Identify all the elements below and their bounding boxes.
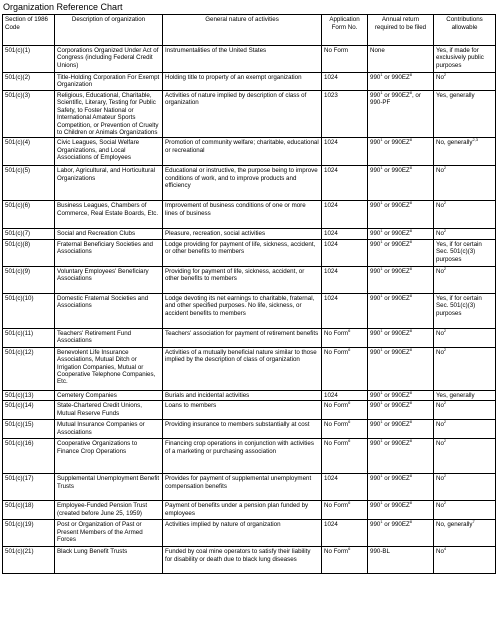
cell-nature: Providing for payment of life, sickness, accident, or other benefits to members: [163, 266, 322, 293]
table-header-row: [3, 15, 496, 46]
cell-form: 1024: [322, 293, 368, 328]
cell-form: 1024: [322, 201, 368, 229]
cell-return: $990^1$ or $990EZ^8$: [368, 293, 434, 328]
cell-form: 1024: [322, 73, 368, 91]
cell-contributions: No$^4$: [434, 547, 496, 574]
reference-table: [2, 14, 496, 574]
header-description: Description of organization: [55, 15, 163, 46]
cell-section: 501(c)(15): [3, 420, 55, 439]
cell-return: $990^1$ or $990EZ^8$: [368, 201, 434, 229]
table-row: [3, 520, 496, 547]
cell-section: 501(c)(19): [3, 520, 55, 547]
cell-contributions: Yes, generally: [434, 91, 496, 138]
cell-description: State-Chartered Credit Unions, Mutual Reserve Funds: [55, 401, 163, 420]
cell-section: 501(c)(6): [3, 201, 55, 229]
cell-section: 501(c)(16): [3, 439, 55, 474]
cell-form: 1024: [322, 166, 368, 201]
cell-nature: Financing crop operations in conjunction with activities of a marketing or purchasing association: [163, 439, 322, 474]
table-row: [3, 201, 496, 229]
cell-return: $990^1$ or $990EZ^8$: [368, 474, 434, 501]
cell-contributions: No$^2$: [434, 439, 496, 474]
table-row: [3, 420, 496, 439]
table-row: [3, 91, 496, 138]
cell-description: Title-Holding Corporation For Exempt Organization: [55, 73, 163, 91]
table-row: [3, 266, 496, 293]
cell-section: 501(c)(17): [3, 474, 55, 501]
cell-form: 1024: [322, 229, 368, 239]
cell-section: 501(c)(11): [3, 328, 55, 347]
cell-nature: Payment of benefits under a pension plan funded by employees: [163, 501, 322, 520]
cell-contributions: No$^2$: [434, 229, 496, 239]
cell-form: No Form: [322, 46, 368, 73]
cell-contributions: No$^2$: [434, 328, 496, 347]
cell-description: Mutual Insurance Companies or Associations: [55, 420, 163, 439]
cell-section: 501(c)(4): [3, 138, 55, 166]
cell-description: Corporations Organized Under Act of Congress (including Federal Credit Unions): [55, 46, 163, 73]
cell-form: No Form$^6$: [322, 501, 368, 520]
cell-return: $990^1$ or $990EZ^8$: [368, 420, 434, 439]
header-form: Application Form No.: [322, 15, 368, 46]
cell-form: No Form$^6$: [322, 439, 368, 474]
cell-nature: Activities of nature implied by description of class of organization: [163, 91, 322, 138]
cell-contributions: No$^2$: [434, 420, 496, 439]
cell-form: No Form$^6$: [322, 547, 368, 574]
cell-contributions: No$^2$: [434, 266, 496, 293]
table-body: [3, 46, 496, 574]
cell-contributions: No$^2$: [434, 501, 496, 520]
cell-return: 990-BL: [368, 547, 434, 574]
table-row: [3, 239, 496, 266]
cell-contributions: No$^2$: [434, 166, 496, 201]
cell-return: $990^1$ or $990EZ^8$: [368, 439, 434, 474]
cell-description: Cemetery Companies: [55, 390, 163, 400]
cell-return: $990^1$ or $990EZ^8$: [368, 520, 434, 547]
table-row: [3, 328, 496, 347]
table-row: [3, 46, 496, 73]
cell-nature: Activities of a mutually beneficial nature similar to those implied by the description of class of organization: [163, 347, 322, 390]
cell-return: $990^1$ or $990EZ^8$: [368, 401, 434, 420]
cell-nature: Teachers' association for payment of retirement benefits: [163, 328, 322, 347]
cell-form: No Form$^6$: [322, 347, 368, 390]
cell-contributions: No$^2$: [434, 347, 496, 390]
cell-section: 501(c)(21): [3, 547, 55, 574]
cell-return: $990^1$ or $990EZ^8$: [368, 328, 434, 347]
cell-description: Benevolent Life Insurance Associations, Mutual Ditch or Irrigation Companies, Mutual or Cooperative Telephone Companies, Etc.: [55, 347, 163, 390]
cell-contributions: Yes, generally: [434, 390, 496, 400]
header-return: Annual return required to be filed: [368, 15, 434, 46]
cell-section: 501(c)(9): [3, 266, 55, 293]
cell-contributions: No$^2$: [434, 201, 496, 229]
table-row: [3, 474, 496, 501]
cell-nature: Burials and incidental activities: [163, 390, 322, 400]
cell-description: Civic Leagues, Social Welfare Organizations, and Local Associations of Employees: [55, 138, 163, 166]
cell-description: Post or Organization of Past or Present Members of the Armed Forces: [55, 520, 163, 547]
cell-nature: Lodge providing for payment of life, sickness, accident, or other benefits to members: [163, 239, 322, 266]
cell-form: 1024: [322, 474, 368, 501]
header-contributions: Contributions allowable: [434, 15, 496, 46]
cell-description: Supplemental Unemployment Benefit Trusts: [55, 474, 163, 501]
cell-form: No Form$^6$: [322, 401, 368, 420]
cell-description: Fraternal Beneficiary Societies and Associations: [55, 239, 163, 266]
table-row: [3, 229, 496, 239]
cell-return: $990^1$ or $990EZ^8$: [368, 239, 434, 266]
cell-return: $990^1$ or $990EZ^8$: [368, 390, 434, 400]
cell-description: Labor, Agricultural, and Horticultural Organizations: [55, 166, 163, 201]
cell-form: 1024: [322, 520, 368, 547]
cell-nature: Activities implied by nature of organization: [163, 520, 322, 547]
cell-return: $990^1$ or $990EZ^8$: [368, 166, 434, 201]
cell-section: 501(c)(7): [3, 229, 55, 239]
cell-contributions: No$^2$: [434, 73, 496, 91]
table-row: [3, 347, 496, 390]
cell-nature: Provides for payment of supplemental unemployment compensation benefits: [163, 474, 322, 501]
cell-description: Cooperative Organizations to Finance Crop Operations: [55, 439, 163, 474]
cell-nature: Improvement of business conditions of one or more lines of business: [163, 201, 322, 229]
cell-return: $990^1$ or $990EZ^8$: [368, 501, 434, 520]
table-row: [3, 73, 496, 91]
cell-form: No Form$^6$: [322, 420, 368, 439]
cell-section: 501(c)(8): [3, 239, 55, 266]
cell-nature: Promotion of community welfare; charitable, educational or recreational: [163, 138, 322, 166]
header-nature: General nature of activities: [163, 15, 322, 46]
cell-nature: Educational or instructive, the purpose being to improve conditions of work, and to improve products and efficiency: [163, 166, 322, 201]
cell-return: None: [368, 46, 434, 73]
cell-contributions: Yes, if for certain Sec. 501(c)(3) purposes: [434, 293, 496, 328]
cell-form: 1024: [322, 390, 368, 400]
table-row: [3, 390, 496, 400]
cell-nature: Funded by coal mine operators to satisfy their liability for disability or death due to black lung diseases: [163, 547, 322, 574]
cell-return: $990^1$ or $990EZ^8$: [368, 229, 434, 239]
cell-contributions: No, generally$^7$: [434, 520, 496, 547]
cell-contributions: No, generally$^{2,3}$: [434, 138, 496, 166]
table-row: [3, 166, 496, 201]
cell-return: $990^1$ or $990EZ^8$: [368, 138, 434, 166]
cell-section: 501(c)(10): [3, 293, 55, 328]
cell-return: $990^1$ or $990EZ^8$: [368, 266, 434, 293]
cell-return: $990^1$ or $990EZ^8$, or 990-PF: [368, 91, 434, 138]
header-section: Section of 1986 Code: [3, 15, 55, 46]
cell-form: No Form$^6$: [322, 328, 368, 347]
cell-description: Domestic Fraternal Societies and Associations: [55, 293, 163, 328]
table-row: [3, 439, 496, 474]
cell-return: $990^1$ or $990EZ^8$: [368, 347, 434, 390]
cell-form: 1024: [322, 266, 368, 293]
cell-section: 501(c)(18): [3, 501, 55, 520]
cell-description: Business Leagues, Chambers of Commerce, Real Estate Boards, Etc.: [55, 201, 163, 229]
cell-description: Social and Recreation Clubs: [55, 229, 163, 239]
cell-contributions: No$^2$: [434, 474, 496, 501]
cell-description: Black Lung Benefit Trusts: [55, 547, 163, 574]
cell-form: 1024: [322, 138, 368, 166]
cell-nature: Loans to members: [163, 401, 322, 420]
cell-section: 501(c)(14): [3, 401, 55, 420]
cell-contributions: No$^2$: [434, 401, 496, 420]
cell-form: 1023: [322, 91, 368, 138]
cell-nature: Providing insurance to members substantially at cost: [163, 420, 322, 439]
table-row: [3, 138, 496, 166]
cell-nature: Pleasure, recreation, social activities: [163, 229, 322, 239]
table-row: [3, 293, 496, 328]
cell-section: 501(c)(13): [3, 390, 55, 400]
cell-section: 501(c)(5): [3, 166, 55, 201]
cell-form: 1024: [322, 239, 368, 266]
table-row: [3, 501, 496, 520]
cell-description: Teachers' Retirement Fund Associations: [55, 328, 163, 347]
cell-section: 501(c)(2): [3, 73, 55, 91]
table-row: [3, 401, 496, 420]
table-row: [3, 547, 496, 574]
cell-section: 501(c)(1): [3, 46, 55, 73]
cell-section: 501(c)(12): [3, 347, 55, 390]
cell-nature: Holding title to property of an exempt organization: [163, 73, 322, 91]
cell-description: Voluntary Employees' Beneficiary Associations: [55, 266, 163, 293]
cell-contributions: Yes, if for certain Sec. 501(c)(3) purposes: [434, 239, 496, 266]
cell-return: $990^1$ or $990EZ^8$: [368, 73, 434, 91]
cell-description: Religious, Educational, Charitable, Scientific, Literary, Testing for Public Safety, to Foster National or International Amateur Sports Competition, or Prevention of Cruelty to Children or Animals Organizations: [55, 91, 163, 138]
cell-nature: Instrumentalities of the United States: [163, 46, 322, 73]
page-title: Organization Reference Chart: [3, 2, 123, 12]
cell-contributions: Yes, if made for exclusively public purposes: [434, 46, 496, 73]
cell-description: Employee-Funded Pension Trust (created before June 25, 1959): [55, 501, 163, 520]
cell-nature: Lodge devoting its net earnings to charitable, fraternal, and other specified purposes. No life, sickness, or accident benefits to members: [163, 293, 322, 328]
cell-section: 501(c)(3): [3, 91, 55, 138]
